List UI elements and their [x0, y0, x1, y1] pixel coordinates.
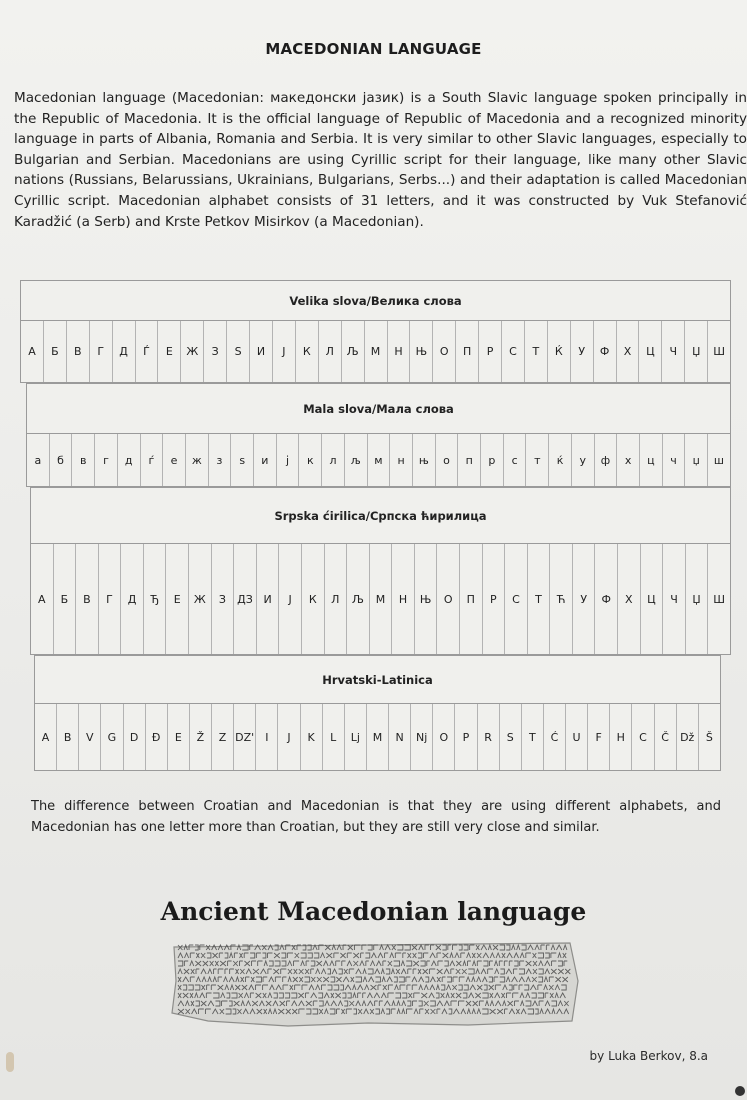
letter-cell: Ц	[639, 321, 662, 382]
letter-cell: O	[433, 704, 455, 770]
letter-cell: А	[31, 544, 54, 654]
letter-cell: H	[610, 704, 632, 770]
letter-cell: Č	[655, 704, 677, 770]
letter-cell: В	[67, 321, 90, 382]
letter-cell: Ш	[713, 592, 726, 606]
letter-cell: у	[572, 434, 595, 486]
letter-cell: х	[617, 434, 640, 486]
letter-cell: Nj	[411, 704, 433, 770]
letter-cell: Т	[525, 321, 548, 382]
letter-cell: д	[118, 434, 141, 486]
author-signature: by Luka Berkov, 8.a	[589, 1049, 708, 1063]
letter-cell: И	[250, 321, 273, 382]
letter-cell: ф	[595, 434, 618, 486]
letter-cell: К	[302, 544, 325, 654]
letter-cell: V	[79, 704, 101, 770]
letter-cell: R	[478, 704, 500, 770]
letter-cell: G	[101, 704, 123, 770]
letter-cell: џ	[685, 434, 708, 486]
letter-cell: Џ	[686, 544, 709, 654]
letter-cell: Д	[113, 321, 136, 382]
table-heading: Hrvatski-Latinica	[35, 656, 720, 704]
letter-cell: Н	[392, 544, 415, 654]
letter-cell: љ	[345, 434, 368, 486]
letter-cell: т	[526, 434, 549, 486]
letter-cell: о	[436, 434, 459, 486]
letter-cell: Ц	[641, 544, 664, 654]
letter-cell: Ѕ	[227, 321, 250, 382]
letter-cell: Д	[121, 544, 144, 654]
letter-cell: г	[95, 434, 118, 486]
letter-cell: K	[301, 704, 323, 770]
letter-cell: У	[573, 544, 596, 654]
letter-cell: М	[365, 321, 388, 382]
letter-cell: Ѓ	[136, 321, 159, 382]
letter-cell: S	[500, 704, 522, 770]
letter-cell: Ć	[544, 704, 566, 770]
letter-cell: з	[209, 434, 232, 486]
letter-cell: Ф	[595, 544, 618, 654]
letter-row	[35, 704, 720, 770]
table-heading: Mala slova/Мала слова	[27, 384, 730, 434]
letter-cell: Dž	[677, 704, 699, 770]
page-title: MACEDONIAN LANGUAGE	[265, 40, 482, 58]
letter-cell: н	[390, 434, 413, 486]
letter-cell: њ	[413, 434, 436, 486]
letter-cell: Ќ	[548, 321, 571, 382]
letter-cell: О	[433, 321, 456, 382]
table-heading: Srpska ćirilica/Српска ћирилица	[31, 488, 730, 544]
croatian-latin-table	[34, 655, 721, 771]
letter-cell: Z	[212, 704, 234, 770]
letter-cell: Х	[618, 544, 641, 654]
letter-cell: Lj	[345, 704, 367, 770]
letter-cell: U	[566, 704, 588, 770]
letter-cell: е	[163, 434, 186, 486]
closing-paragraph: The difference between Croatian and Macedonian is that they are using different alphabets, and Macedonian has one letter more than Croatian, but they are still very close and similar.	[31, 799, 721, 835]
letter-cell: Ж	[181, 321, 204, 382]
letter-cell: Г	[99, 544, 122, 654]
letter-cell: Л	[325, 544, 348, 654]
letter-cell: Đ	[146, 704, 168, 770]
letter-cell: Њ	[410, 321, 433, 382]
letter-cell: У	[571, 321, 594, 382]
letter-cell: Ж	[189, 544, 212, 654]
letter-cell: Ј	[279, 544, 302, 654]
letter-cell: ѓ	[141, 434, 164, 486]
letter-cell: Р	[479, 321, 502, 382]
letter-cell: Ф	[594, 321, 617, 382]
letter-cell: Н	[388, 321, 411, 382]
letter-cell: D	[124, 704, 146, 770]
letter-cell: M	[367, 704, 389, 770]
letter-cell: л	[322, 434, 345, 486]
letter-cell: Ћ	[550, 544, 573, 654]
letter-cell: Р	[483, 544, 506, 654]
letter-cell: О	[437, 544, 460, 654]
letter-cell: Ј	[273, 321, 296, 382]
letter-cell: б	[50, 434, 73, 486]
corner-mark	[735, 1086, 745, 1096]
letter-cell: а	[27, 434, 50, 486]
pin-mark	[6, 1052, 14, 1072]
letter-cell: T	[522, 704, 544, 770]
serbian-cyrillic-table	[30, 487, 731, 655]
letter-cell: Š	[705, 730, 713, 744]
letter-cell: Т	[528, 544, 551, 654]
letter-cell: ц	[640, 434, 663, 486]
letter-cell: L	[323, 704, 345, 770]
ancient-language-heading: Ancient Macedonian language	[160, 897, 587, 926]
letter-cell: К	[296, 321, 319, 382]
table-heading: Velika slova/Велика слова	[21, 281, 730, 321]
letter-cell: Б	[54, 544, 77, 654]
letter-cell: П	[456, 321, 479, 382]
letter-cell: А	[21, 321, 44, 382]
letter-cell: Х	[617, 321, 640, 382]
letter-cell: З	[204, 321, 227, 382]
letter-cell: Е	[166, 544, 189, 654]
letter-cell: Б	[44, 321, 67, 382]
letter-cell: ч	[663, 434, 686, 486]
letter-cell: и	[254, 434, 277, 486]
letter-cell: Ч	[662, 321, 685, 382]
letter-cell: J	[278, 704, 300, 770]
letter-cell: М	[370, 544, 393, 654]
lowercase-macedonian-table	[26, 383, 731, 487]
letter-cell: P	[455, 704, 477, 770]
letter-row	[21, 321, 730, 382]
letter-cell: Л	[319, 321, 342, 382]
letter-cell: F	[588, 704, 610, 770]
letter-row	[31, 544, 730, 654]
letter-cell: Љ	[347, 544, 370, 654]
letter-cell: ш	[713, 453, 724, 467]
ancient-inscription-image	[168, 941, 580, 1027]
letter-cell: Г	[90, 321, 113, 382]
letter-cell: B	[57, 704, 79, 770]
letter-cell: З	[212, 544, 235, 654]
letter-cell: ј	[277, 434, 300, 486]
letter-cell: Ž	[190, 704, 212, 770]
letter-cell: ж	[186, 434, 209, 486]
letter-cell: Е	[158, 321, 181, 382]
letter-cell: Љ	[342, 321, 365, 382]
letter-cell: м	[368, 434, 391, 486]
letter-cell: ѕ	[231, 434, 254, 486]
letter-cell: C	[632, 704, 654, 770]
letter-cell: С	[505, 544, 528, 654]
letter-cell: N	[389, 704, 411, 770]
letter-cell: И	[257, 544, 280, 654]
letter-cell: ДЗ	[234, 544, 257, 654]
letter-cell: E	[168, 704, 190, 770]
letter-cell: к	[299, 434, 322, 486]
letter-cell: В	[76, 544, 99, 654]
letter-cell: п	[458, 434, 481, 486]
uppercase-macedonian-table	[20, 280, 731, 383]
letter-cell: DZ'	[234, 704, 256, 770]
letter-cell: Њ	[415, 544, 438, 654]
intro-paragraph: Macedonian language (Macedonian: македонски јазик) is a South Slavic language spoken principally in the Republic of Macedonia. It is the official language of Republic of Macedonia and a recognized minority language in parts of Albania, Romania and Serbia. It is very similar to other Slavic languages, especially to Bulgarian and Serbian. Macedonians are using Cyrillic script for their language, like many other Slavic nations (Russians, Belarussians, Ukrainians, Bulgarians, Serbs...) and their adaptation is called Macedonian Cyrillic script. Macedonian alphabet consists of 31 letters, and it was constructed by Vuk Stefanović Karadžić (a Serb) and Krste Petkov Misirkov (a Macedonian).	[14, 90, 747, 230]
letter-row	[27, 434, 730, 486]
letter-cell: ќ	[549, 434, 572, 486]
letter-cell: Ш	[713, 345, 726, 358]
letter-cell: I	[256, 704, 278, 770]
letter-cell: П	[460, 544, 483, 654]
letter-cell: С	[502, 321, 525, 382]
letter-cell: Ч	[663, 544, 686, 654]
letter-cell: в	[72, 434, 95, 486]
letter-cell: р	[481, 434, 504, 486]
letter-cell: с	[504, 434, 527, 486]
letter-cell: Џ	[685, 321, 708, 382]
letter-cell: Ђ	[144, 544, 167, 654]
letter-cell: A	[35, 704, 57, 770]
